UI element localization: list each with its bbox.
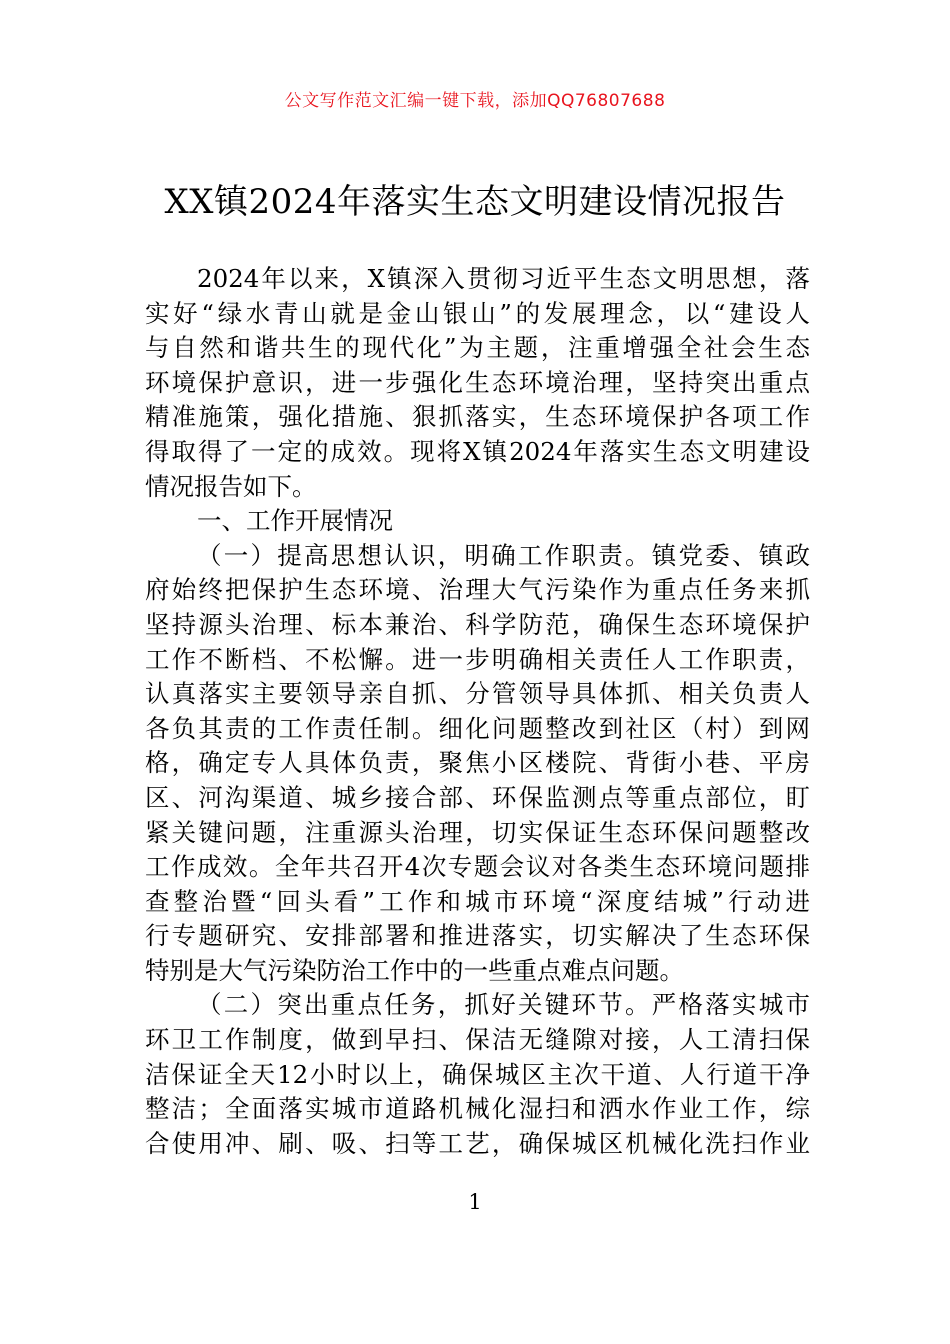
paragraph-line: 精准施策，强化措施、狠抓落实，生态环境保护各项工作: [145, 402, 810, 432]
document-body: [145, 262, 810, 1161]
paragraph-line: 查整治暨“回头看”工作和城市环境“深度结城”行动进: [145, 886, 810, 916]
paragraph-line: 情况报告如下。: [145, 471, 317, 501]
paragraph-line: 紧关键问题，注重源头治理，切实保证生态环保问题整改: [145, 817, 810, 847]
paragraph-line: 各负其责的工作责任制。细化问题整改到社区（村）到网: [145, 713, 810, 743]
paragraph-line: （二）突出重点任务，抓好关键环节。严格落实城市: [197, 990, 810, 1020]
paragraph-line: 行专题研究、安排部署和推进落实，切实解决了生态环保: [145, 921, 810, 951]
paragraph-line: 认真落实主要领导亲自抓、分管领导具体抓、相关负责人: [145, 679, 810, 709]
paragraph-line: 区、河沟渠道、城乡接合部、环保监测点等重点部位，盯: [145, 782, 810, 812]
paragraph-line: 洁保证全天12小时以上，确保城区主次干道、人行道干净: [145, 1059, 810, 1089]
paragraph-line: 特别是大气污染防治工作中的一些重点难点问题。: [145, 955, 684, 985]
document-title: XX镇2024年落实生态文明建设情况报告: [164, 182, 786, 222]
paragraph-line: 实好“绿水青山就是金山银山”的发展理念，以“建设人: [145, 298, 810, 328]
paragraph-line: 与自然和谐共生的现代化”为主题，注重增强全社会生态: [145, 333, 810, 363]
paragraph-line: 环境保护意识，进一步强化生态环境治理，坚持突出重点: [145, 367, 810, 397]
section-heading: 一、工作开展情况: [197, 506, 393, 536]
paragraph-line: 工作成效。全年共召开4次专题会议对各类生态环境问题排: [145, 852, 810, 882]
page-number: 1: [468, 1190, 482, 1214]
paragraph-line: 环卫工作制度，做到早扫、保洁无缝隙对接，人工清扫保: [145, 1025, 810, 1055]
download-banner: 公文写作范文汇编一键下载，添加QQ76807688: [284, 91, 666, 111]
paragraph-line: 府始终把保护生态环境、治理大气污染作为重点任务来抓: [145, 575, 810, 605]
paragraph-line: 2024年以来，X镇深入贯彻习近平生态文明思想，落: [197, 264, 810, 293]
paragraph-line: 整洁；全面落实城市道路机械化湿扫和洒水作业工作，综: [145, 1094, 810, 1124]
paragraph-line: 格，确定专人具体负责，聚焦小区楼院、背街小巷、平房: [145, 748, 810, 778]
paragraph-line: 工作不断档、不松懈。进一步明确相关责任人工作职责，: [145, 644, 810, 674]
paragraph-line: 合使用冲、刷、吸、扫等工艺，确保城区机械化洗扫作业: [145, 1128, 810, 1158]
paragraph-line: 得取得了一定的成效。现将X镇2024年落实生态文明建设: [145, 436, 810, 466]
paragraph-line: 坚持源头治理、标本兼治、科学防范，确保生态环境保护: [145, 609, 810, 639]
paragraph-line: （一）提高思想认识，明确工作职责。镇党委、镇政: [197, 540, 810, 570]
